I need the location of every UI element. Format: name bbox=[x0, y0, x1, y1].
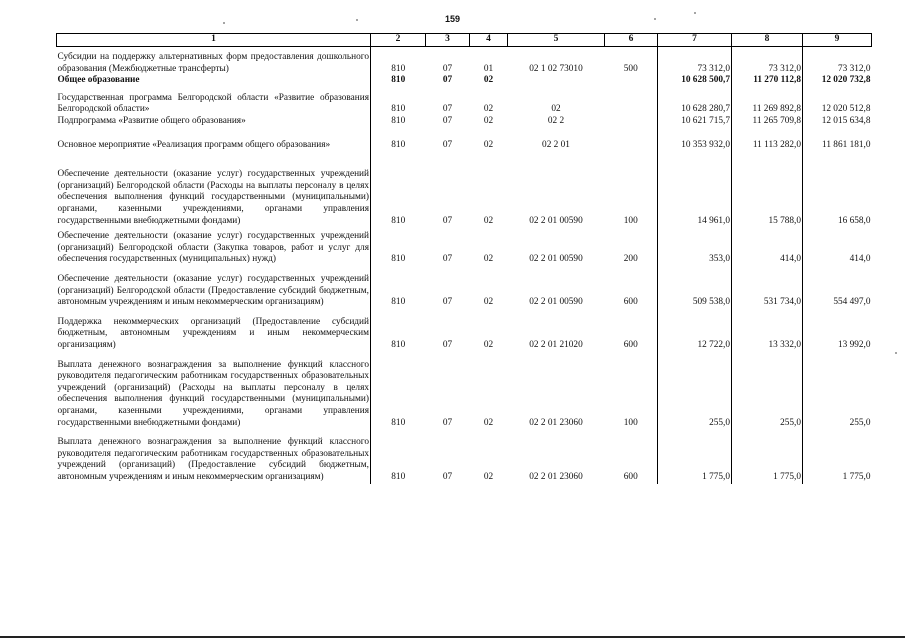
cell-section: 07 bbox=[442, 63, 453, 74]
cell-ministry: 810 bbox=[391, 471, 406, 482]
cell-amount-year1: 73 312,0 bbox=[658, 52, 732, 75]
cell-section: 07 bbox=[442, 139, 453, 150]
row-spacer bbox=[57, 352, 872, 360]
cell-expense-type bbox=[605, 93, 658, 116]
cell-amount-year1: 255,0 bbox=[658, 360, 732, 430]
cell-section: 07 bbox=[442, 417, 453, 428]
cell-target-article: 02 2 01 23060 bbox=[529, 417, 583, 428]
row-description: Обеспечение деятельности (оказание услуг) государственных учреждений (организаций) Белгородской области (Закупка товаров, работ и услуг для обеспечения государственных (муниципальных) нужд) bbox=[57, 231, 369, 265]
cell-section: 07 bbox=[442, 215, 453, 226]
row-description: Субсидии на поддержку альтернативных форм предоставления дошкольного образования (Межбюджетные трансферты) bbox=[57, 52, 369, 74]
cell-ministry: 810 bbox=[391, 297, 406, 308]
table-row bbox=[57, 317, 872, 352]
budget-table bbox=[56, 33, 872, 484]
cell-target-article: 02 2 01 00590 bbox=[529, 254, 583, 265]
column-header: 5 bbox=[508, 34, 605, 47]
cell-subsection: 02 bbox=[483, 297, 494, 308]
cell-ministry: 810 bbox=[391, 63, 406, 74]
scan-speck bbox=[694, 12, 696, 14]
cell-amount-year1: 10 628 500,7 bbox=[658, 75, 732, 87]
cell-section: 07 bbox=[442, 297, 453, 308]
cell-amount-year2: 255,0 bbox=[732, 360, 803, 430]
cell-expense-type: 200 bbox=[623, 254, 638, 265]
cell-target-article: 02 2 01 23060 bbox=[529, 471, 583, 482]
cell-amount-year2: 531 734,0 bbox=[732, 274, 803, 309]
cell-subsection: 02 bbox=[483, 471, 494, 482]
cell-amount-year3: 554 497,0 bbox=[803, 274, 872, 309]
table-row bbox=[57, 52, 872, 75]
cell-amount-year1: 12 722,0 bbox=[658, 317, 732, 352]
cell-subsection: 02 bbox=[483, 116, 494, 127]
row-description: Обеспечение деятельности (оказание услуг) государственных учреждений (организаций) Белгородской области (Предоставление субсидий бюджетным, автономным учреждениям и иным некоммерческим организациям) bbox=[57, 274, 369, 308]
cell-subsection: 02 bbox=[483, 104, 494, 115]
cell-amount-year1: 10 628 280,7 bbox=[658, 93, 732, 116]
row-description: Государственная программа Белгородской области «Развитие образования Белгородской области» bbox=[57, 92, 369, 115]
cell-amount-year2: 73 312,0 bbox=[732, 52, 803, 75]
scan-speck bbox=[895, 352, 897, 354]
cell-amount-year2: 13 332,0 bbox=[732, 317, 803, 352]
cell-amount-year3: 11 861 181,0 bbox=[803, 140, 872, 152]
cell-ministry: 810 bbox=[391, 339, 406, 350]
cell-amount-year1: 10 353 932,0 bbox=[658, 140, 732, 152]
cell-target-article: 02 bbox=[551, 104, 561, 115]
cell-section: 07 bbox=[442, 471, 453, 482]
row-description: Обеспечение деятельности (оказание услуг) государственных учреждений (организаций) Белгородской области (Расходы на выплаты персоналу в целях обеспечения выполнения функций государственными (муниципальными) органами, казенными учреждениями, органами управления государственными внебюджетными фондами) bbox=[57, 169, 369, 226]
row-description: Выплата денежного вознаграждения за выполнение функций классного руководителя педагогическим работникам государственных образовательных учреждений (организаций) (Предоставление субсидий бюджетным, автономным учреждениям и иным некоммерческим организациям) bbox=[57, 437, 369, 482]
cell-subsection: 02 bbox=[483, 339, 494, 350]
column-header: 9 bbox=[803, 34, 872, 47]
page-number: 159 bbox=[444, 14, 461, 24]
cell-amount-year2: 11 265 709,8 bbox=[732, 116, 803, 128]
cell-amount-year2: 11 270 112,8 bbox=[732, 75, 803, 87]
cell-ministry: 810 bbox=[391, 104, 406, 115]
cell-expense-type bbox=[605, 140, 658, 152]
cell-target-article: 02 2 01 bbox=[542, 139, 570, 150]
cell-subsection: 02 bbox=[483, 215, 494, 226]
cell-amount-year2: 15 788,0 bbox=[732, 169, 803, 227]
cell-section: 07 bbox=[442, 254, 453, 265]
row-description: Поддержка некоммерческих организаций (Предоставление субсидий бюджетным, автономным учреждениям и иным некоммерческим организациям) bbox=[57, 316, 369, 350]
cell-expense-type: 500 bbox=[623, 63, 638, 74]
table-row bbox=[57, 116, 872, 128]
table-body bbox=[57, 46, 872, 483]
row-description: Общее образование bbox=[57, 75, 371, 87]
row-spacer bbox=[57, 309, 872, 317]
cell-subsection: 01 bbox=[483, 63, 494, 74]
row-spacer bbox=[57, 151, 872, 169]
row-description: Подпрограмма «Развитие общего образования» bbox=[57, 116, 371, 128]
cell-ministry: 810 bbox=[391, 215, 406, 226]
scan-edge bbox=[0, 636, 905, 638]
cell-target-article: 02 2 01 00590 bbox=[529, 215, 583, 226]
column-header: 8 bbox=[732, 34, 803, 47]
cell-amount-year1: 1 775,0 bbox=[658, 437, 732, 483]
cell-ministry: 810 bbox=[391, 75, 406, 86]
column-header: 4 bbox=[470, 34, 508, 47]
column-header: 7 bbox=[658, 34, 732, 47]
table-row bbox=[57, 274, 872, 309]
column-header: 3 bbox=[426, 34, 470, 47]
table-row bbox=[57, 75, 872, 87]
table-row bbox=[57, 231, 872, 266]
cell-amount-year3: 13 992,0 bbox=[803, 317, 872, 352]
cell-amount-year2: 11 113 282,0 bbox=[732, 140, 803, 152]
cell-amount-year3: 414,0 bbox=[803, 231, 872, 266]
scan-speck bbox=[654, 18, 656, 20]
cell-amount-year1: 14 961,0 bbox=[658, 169, 732, 227]
cell-section: 07 bbox=[442, 116, 453, 127]
cell-amount-year3: 16 658,0 bbox=[803, 169, 872, 227]
row-description: Выплата денежного вознаграждения за выполнение функций классного руководителя педагогическим работникам государственных образовательных учреждений (организаций) (Расходы на выплаты персоналу в целях обеспечения выполнения функций государственными (муниципальными) органами, казенными учреждениями, органами управления государственными внебюджетными фондами) bbox=[57, 359, 369, 428]
cell-expense-type: 100 bbox=[623, 215, 638, 226]
cell-ministry: 810 bbox=[391, 139, 406, 150]
cell-expense-type bbox=[605, 116, 658, 128]
table-row bbox=[57, 93, 872, 116]
column-header: 2 bbox=[371, 34, 426, 47]
table-header-row bbox=[57, 34, 872, 47]
cell-amount-year2: 414,0 bbox=[732, 231, 803, 266]
cell-ministry: 810 bbox=[391, 116, 406, 127]
cell-expense-type: 600 bbox=[623, 471, 638, 482]
row-spacer bbox=[57, 429, 872, 437]
cell-amount-year3: 73 312,0 bbox=[803, 52, 872, 75]
table-row bbox=[57, 140, 872, 152]
cell-amount-year3: 12 020 512,8 bbox=[803, 93, 872, 116]
column-header: 6 bbox=[605, 34, 658, 47]
cell-subsection: 02 bbox=[483, 417, 494, 428]
cell-ministry: 810 bbox=[391, 254, 406, 265]
table-row bbox=[57, 437, 872, 483]
cell-amount-year3: 12 020 732,8 bbox=[803, 75, 872, 87]
scan-speck bbox=[356, 19, 358, 21]
cell-amount-year1: 10 621 715,7 bbox=[658, 116, 732, 128]
cell-subsection: 02 bbox=[483, 139, 494, 150]
cell-target-article: 02 1 02 73010 bbox=[529, 63, 583, 74]
cell-subsection: 02 bbox=[483, 75, 494, 86]
cell-amount-year1: 509 538,0 bbox=[658, 274, 732, 309]
cell-target-article bbox=[508, 75, 605, 87]
cell-expense-type: 100 bbox=[623, 417, 638, 428]
row-spacer bbox=[57, 128, 872, 140]
scan-speck bbox=[223, 22, 225, 24]
cell-amount-year3: 12 015 634,8 bbox=[803, 116, 872, 128]
row-description: Основное мероприятие «Реализация программ общего образования» bbox=[57, 140, 371, 152]
table-row bbox=[57, 169, 872, 227]
row-spacer bbox=[57, 266, 872, 274]
cell-section: 07 bbox=[442, 104, 453, 115]
cell-expense-type: 600 bbox=[623, 339, 638, 350]
cell-expense-type: 600 bbox=[623, 297, 638, 308]
cell-section: 07 bbox=[442, 339, 453, 350]
cell-subsection: 02 bbox=[483, 254, 494, 265]
cell-target-article: 02 2 01 21020 bbox=[529, 339, 583, 350]
cell-amount-year2: 11 269 892,8 bbox=[732, 93, 803, 116]
cell-expense-type bbox=[605, 75, 658, 87]
cell-ministry: 810 bbox=[391, 417, 406, 428]
cell-amount-year3: 255,0 bbox=[803, 360, 872, 430]
table-row bbox=[57, 360, 872, 430]
column-header: 1 bbox=[57, 34, 371, 47]
cell-amount-year2: 1 775,0 bbox=[732, 437, 803, 483]
cell-amount-year3: 1 775,0 bbox=[803, 437, 872, 483]
cell-target-article: 02 2 bbox=[547, 116, 565, 127]
cell-section: 07 bbox=[442, 75, 453, 86]
cell-target-article: 02 2 01 00590 bbox=[529, 297, 583, 308]
cell-amount-year1: 353,0 bbox=[658, 231, 732, 266]
